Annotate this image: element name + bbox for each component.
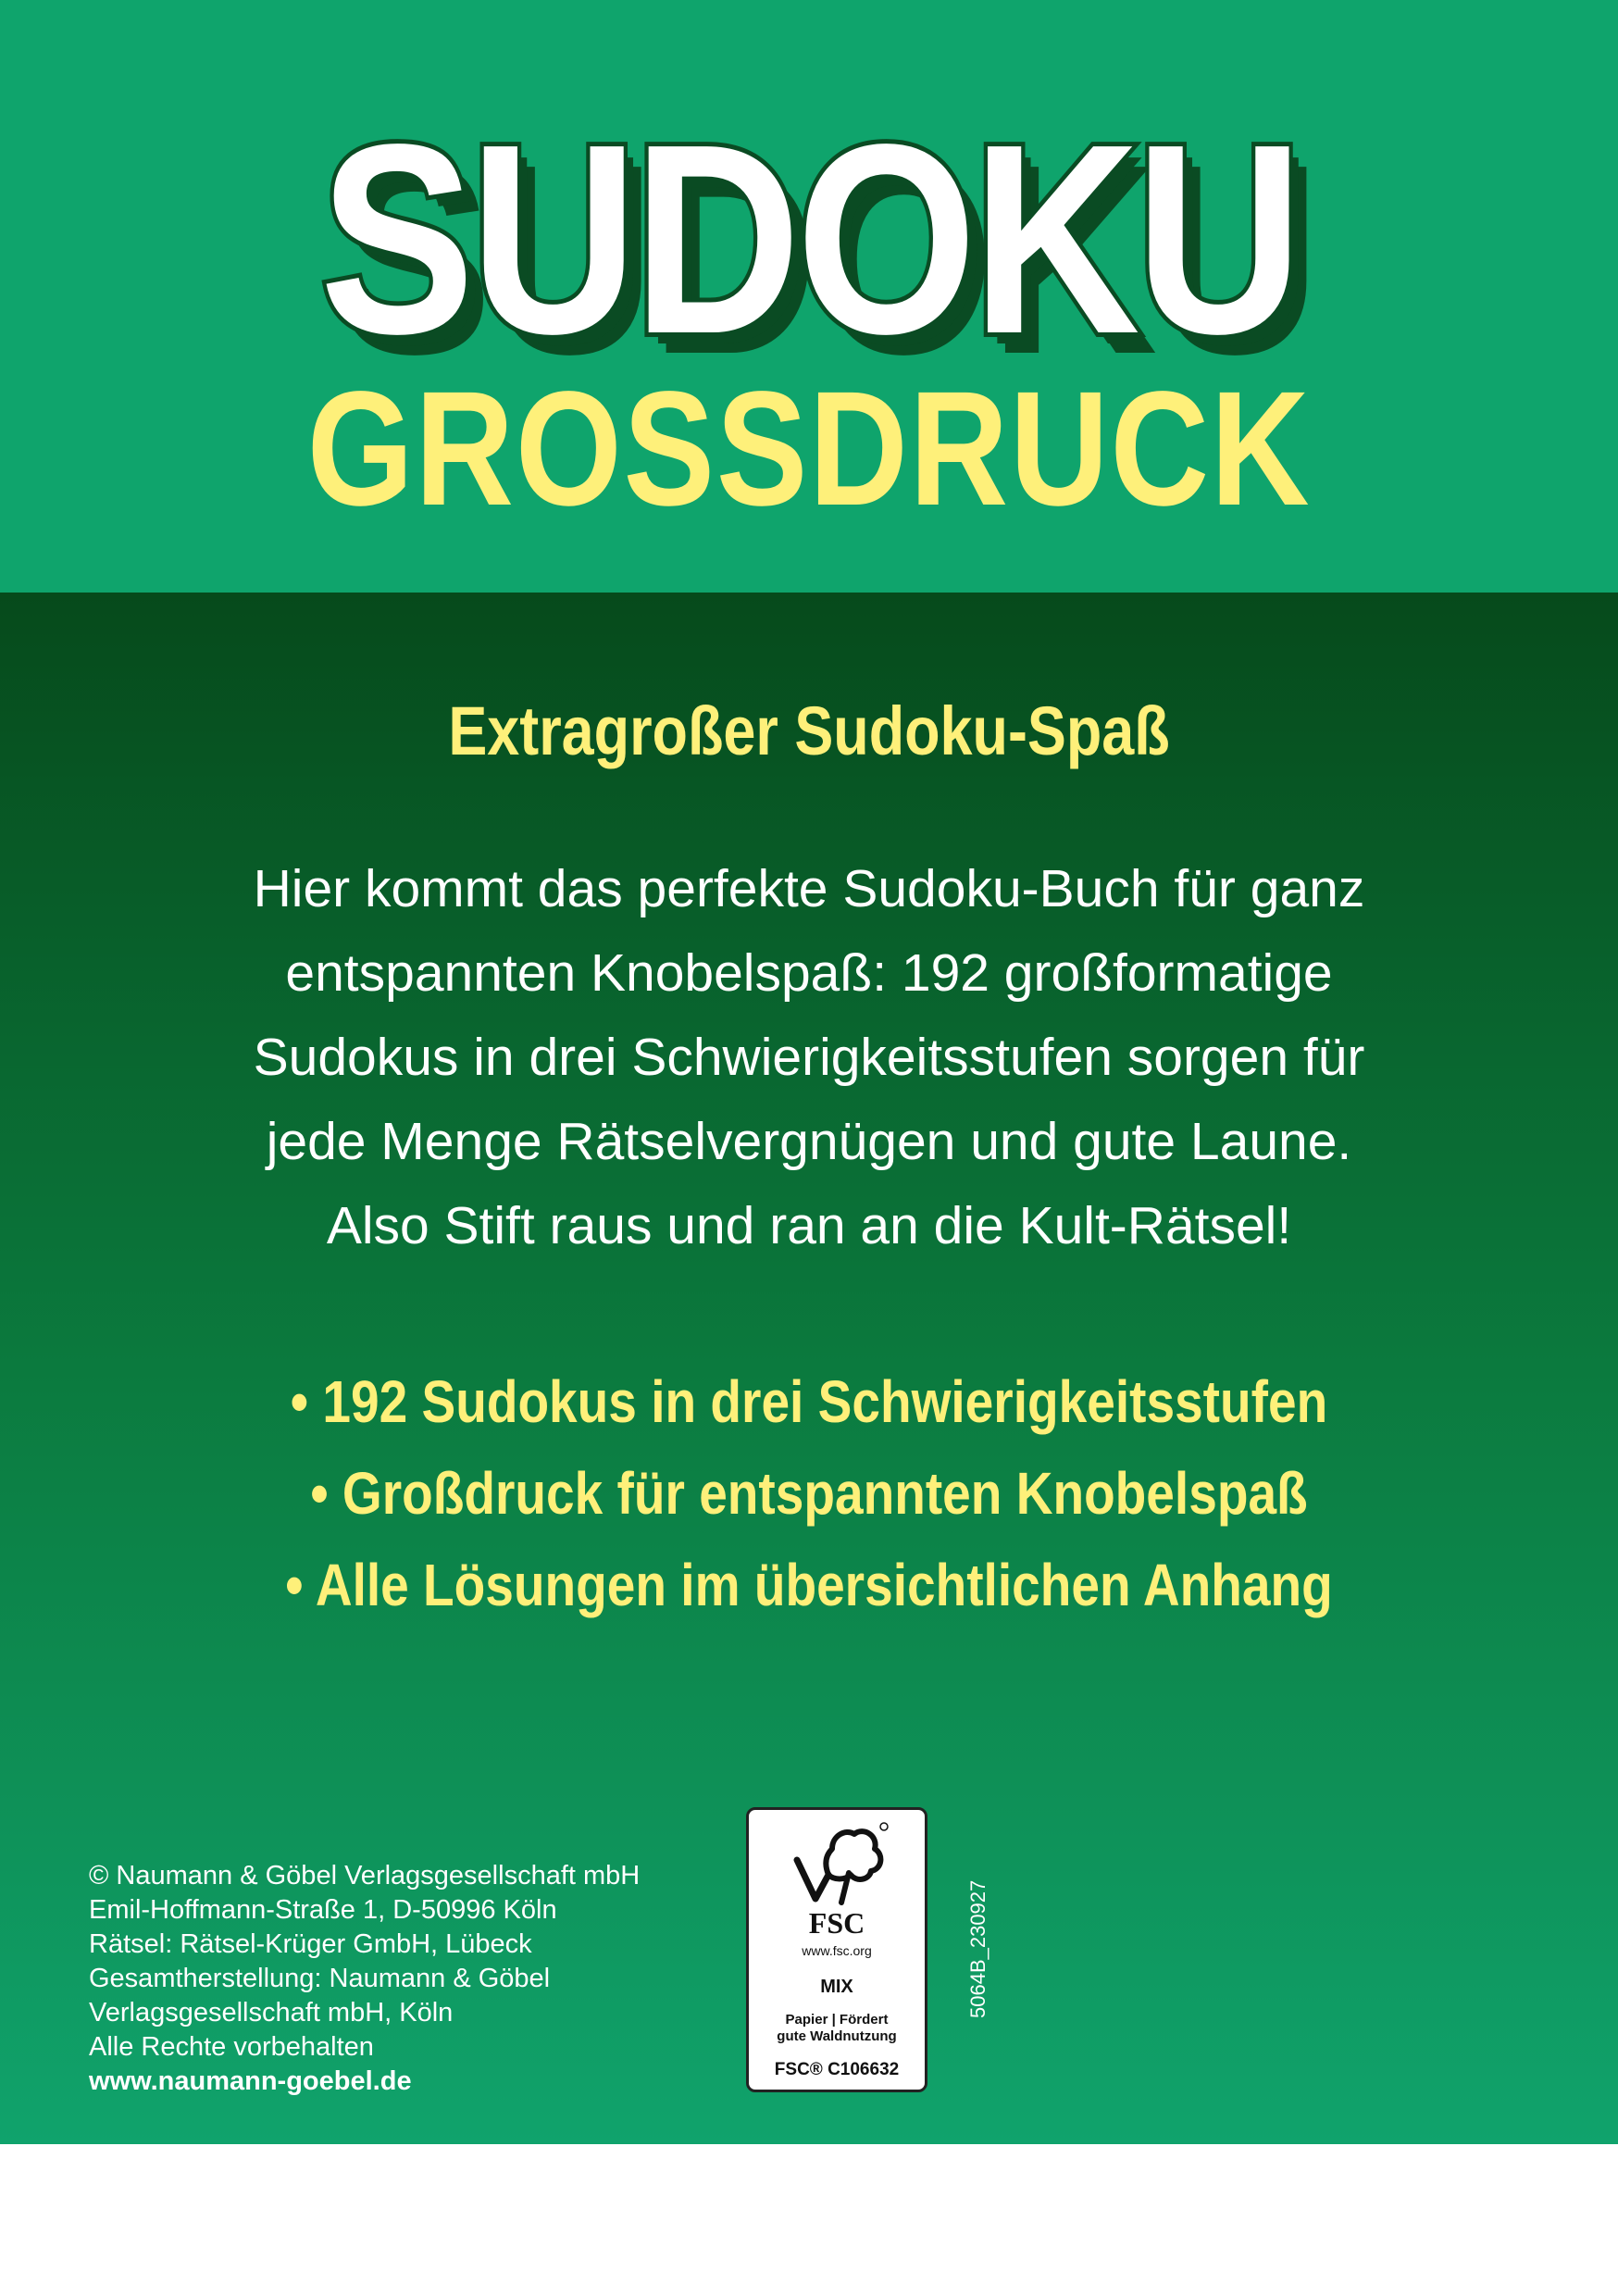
feature-item: • 192 Sudokus in drei Schwierigkeitsstufen xyxy=(290,1368,1328,1435)
imprint-line: Gesamtherstellung: Naumann & Göbel xyxy=(89,1964,551,1993)
fsc-license-code: FSC® C106632 xyxy=(774,2060,900,2079)
description-line: jede Menge Rätselvergnügen und gute Laune. xyxy=(266,1112,1352,1171)
feature-item: • Großdruck für entspannten Knobelspaß xyxy=(310,1460,1308,1527)
imprint-line: Alle Rechte vorbehalten xyxy=(89,2032,374,2062)
fsc-paper-text xyxy=(758,2012,915,2045)
fsc-tree-icon xyxy=(784,1819,890,1908)
fsc-url: www.fsc.org xyxy=(802,1943,872,1958)
fsc-mix: MIX xyxy=(820,1977,853,1997)
fsc-paper-line: gute Waldnutzung xyxy=(777,2028,897,2044)
description-line: entspannten Knobelspaß: 192 großformatige xyxy=(285,943,1333,1003)
feature-item: • Alle Lösungen im übersichtlichen Anhang xyxy=(285,1552,1333,1618)
description xyxy=(139,847,1479,1268)
headline: Extragroßer Sudoku-Spaß xyxy=(448,693,1170,769)
imprint-line: Rätsel: Rätsel-Krüger GmbH, Lübeck xyxy=(89,1929,532,1959)
imprint-line: © Naumann & Göbel Verlagsgesellschaft mbH xyxy=(89,1861,641,1890)
description-line: Hier kommt das perfekte Sudoku-Buch für ganz xyxy=(253,859,1365,918)
description-line: Sudokus in drei Schwierigkeitsstufen sorgen für xyxy=(253,1028,1365,1087)
imprint-line: Emil-Hoffmann-Straße 1, D-50996 Köln xyxy=(89,1895,557,1925)
imprint xyxy=(89,1859,755,2099)
cover-title: SUDOKU xyxy=(319,88,1299,390)
fsc-paper-line: Papier | Fördert xyxy=(785,2012,889,2028)
fsc-name: FSC xyxy=(808,1906,865,1940)
feature-list xyxy=(0,1356,1618,1631)
imprint-line: Verlagsgesellschaft mbH, Köln xyxy=(89,1998,454,2028)
website-link[interactable]: www.naumann-goebel.de xyxy=(89,2066,412,2096)
product-code: 5064B_230927 xyxy=(966,1879,989,2018)
cover-subtitle: GROSSDRUCK xyxy=(306,358,1312,540)
fsc-badge xyxy=(746,1807,927,2092)
description-line: Also Stift raus und ran an die Kult-Rätsel! xyxy=(326,1196,1292,1255)
